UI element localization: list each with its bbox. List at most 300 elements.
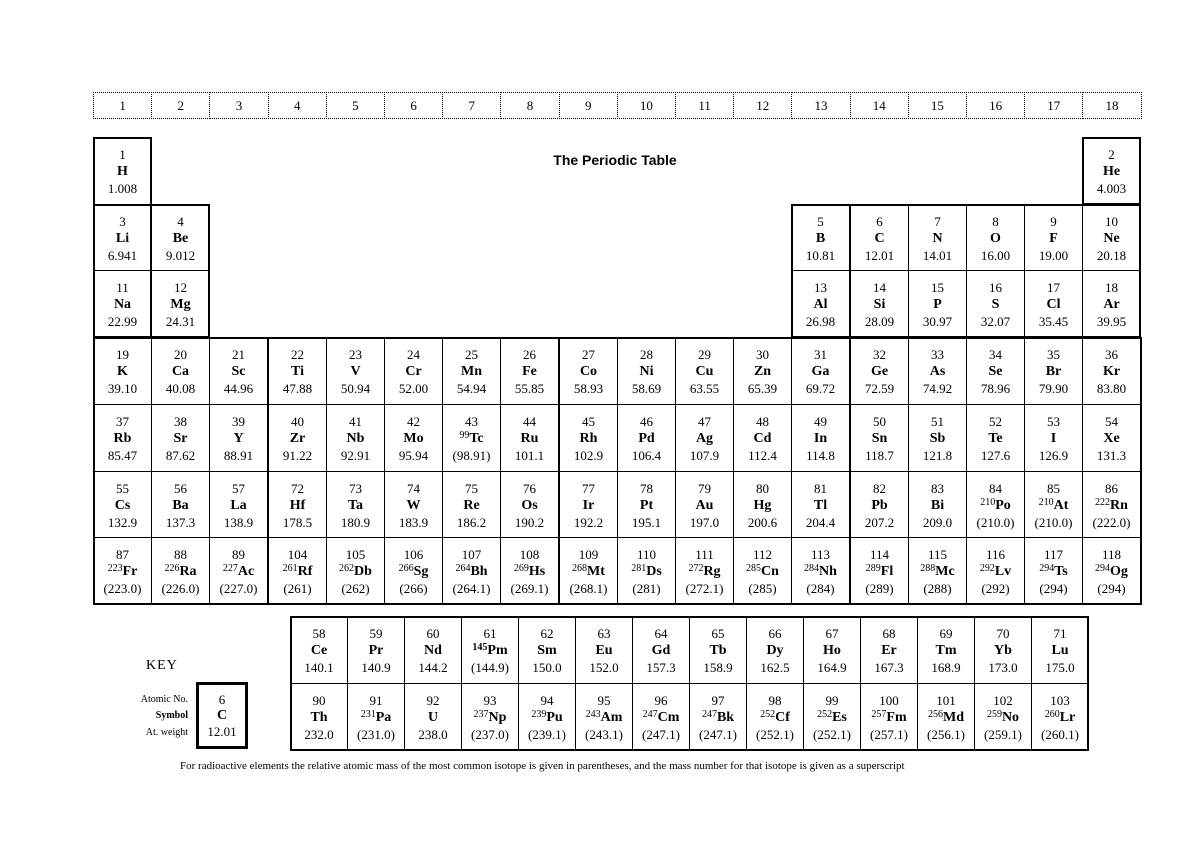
element-symbol: Zr [289,430,306,446]
atomic-weight: (285) [748,580,777,596]
isotope-mass-number: 259 [986,708,1002,720]
element-rf [268,537,327,605]
actinide-cm [632,683,690,751]
atomic-weight: 140.1 [304,659,334,675]
atomic-weight: 50.94 [340,380,371,396]
atomic-number: 55 [116,480,129,496]
atomic-number: 98 [768,692,782,708]
element-symbol: O [990,230,1001,246]
actinide-pu [518,683,576,751]
group-number: 6 [384,92,443,119]
key-weight-label: At. weight [145,727,188,738]
atomic-number: 59 [369,625,383,641]
atomic-weight: 26.98 [805,313,836,329]
footnote: For radioactive elements the relative atomic mass of the most common isotope is given in parentheses, and the mass number for that isotope is given as a superscript [180,760,905,772]
element-cs [93,471,152,539]
element-symbol: Lu [1051,642,1069,658]
element-symbol: $^{261}$Rf [282,562,313,579]
element-symbol: Br [1045,363,1062,379]
element-symbol: Pt [639,497,654,513]
atomic-number: 38 [174,413,187,429]
atomic-number: 39 [232,413,245,429]
element-xe [1082,404,1141,472]
element-symbol: Fe [522,363,537,379]
element-symbol: I [1050,430,1057,446]
atomic-number: 61 [483,625,497,641]
element-ts [1024,537,1083,605]
element-symbol: C [874,230,885,246]
lanthanide-eu [575,616,633,684]
atomic-number: 110 [636,546,657,562]
group-number: 2 [151,92,210,119]
atomic-weight: 40.08 [165,380,196,396]
isotope-mass-number: 243 [585,708,601,720]
element-symbol: B [815,230,826,246]
atomic-weight: 44.96 [223,380,254,396]
atomic-number: 22 [291,346,304,362]
element-symbol: $^{285}$Cn [746,562,779,579]
element-symbol: Cr [405,363,422,379]
atomic-number: 24 [407,346,420,362]
element-y [209,404,268,472]
element-he [1082,137,1141,205]
element-symbol: Bi [930,497,945,513]
atomic-number: 58 [312,625,326,641]
element-symbol: $^{269}$Hs [513,562,546,579]
lanthanide-nd [404,616,462,684]
element-symbol: Ba [172,497,189,513]
atomic-number: 56 [174,480,187,496]
element-at [1024,471,1083,539]
atomic-weight: (264.1) [452,580,491,596]
element-ds [617,537,676,605]
element-sg [384,537,443,605]
element-symbol: Eu [595,642,613,658]
element-c [850,204,909,272]
isotope-mass-number: 281 [631,562,647,574]
element-symbol: W [406,497,421,513]
element-symbol: Os [521,497,538,513]
isotope-mass-number: 210 [980,496,996,508]
atomic-weight: 158.9 [703,659,733,675]
atomic-number: 8 [992,213,999,229]
element-symbol: Ag [695,430,714,446]
element-symbol: Ta [347,497,364,513]
atomic-number: 83 [931,480,944,496]
isotope-mass-number: 284 [804,562,820,574]
atomic-weight: (257.1) [870,726,908,742]
atomic-number: 63 [597,625,611,641]
atomic-weight: 101.1 [514,447,545,463]
atomic-number: 21 [232,346,245,362]
element-symbol: Ru [520,430,539,446]
isotope-mass-number: 289 [865,562,881,574]
element-cr [384,337,443,405]
atomic-weight: 195.1 [631,514,662,530]
atomic-weight: 91.22 [282,447,313,463]
element-hg [733,471,792,539]
actinide-cf [746,683,804,751]
atomic-number: 103 [1050,692,1070,708]
atomic-number: 102 [993,692,1013,708]
actinide-lr [1031,683,1089,751]
element-os [500,471,559,539]
atomic-weight: 74.92 [922,380,953,396]
element-ir [559,471,618,539]
atomic-number: 107 [461,546,482,562]
element-nh [791,537,850,605]
element-be [151,204,210,272]
lanthanide-ce [290,616,348,684]
atomic-number: 14 [873,279,886,295]
element-symbol: Hg [753,497,772,513]
atomic-number: 54 [1105,413,1118,429]
isotope-mass-number: 223 [107,562,123,574]
atomic-number: 7 [934,213,941,229]
element-symbol: Er [881,642,897,658]
element-ni [617,337,676,405]
element-mc [908,537,967,605]
element-symbol: Xe [1103,430,1120,446]
group-number: 12 [733,92,792,119]
atomic-number: 44 [523,413,536,429]
atomic-number: 75 [465,480,478,496]
element-symbol: Tb [709,642,727,658]
atomic-weight: 92.91 [340,447,371,463]
group-number: 8 [500,92,559,119]
element-ca [151,337,210,405]
atomic-number: 84 [989,480,1002,496]
element-symbol: $^{292}$Lv [979,562,1012,579]
atomic-weight: 114.8 [806,447,835,463]
element-symbol: Au [695,497,714,513]
atomic-number: 67 [825,625,839,641]
atomic-weight: 24.31 [165,313,196,329]
actinide-es [803,683,861,751]
atomic-weight: 157.3 [646,659,676,675]
atomic-number: 1 [119,146,126,162]
atomic-number: 95 [597,692,611,708]
atomic-number: 99 [825,692,839,708]
atomic-number: 34 [989,346,1002,362]
actinide-pa [347,683,405,751]
lanthanide-gd [632,616,690,684]
isotope-mass-number: 247 [642,708,658,720]
atomic-weight: 204.4 [805,514,836,530]
atomic-weight: (294) [1039,580,1068,596]
element-cn [733,537,792,605]
element-cl [1024,270,1083,338]
element-re [442,471,501,539]
element-symbol: $^{288}$Mc [920,562,955,579]
isotope-mass-number: 292 [979,562,995,574]
element-symbol: $^{226}$Ra [164,562,197,579]
atomic-number: 92 [426,692,440,708]
atomic-number: 118 [1101,546,1122,562]
element-symbol: U [427,709,439,725]
atomic-number: 36 [1105,346,1118,362]
atomic-weight: 140.9 [361,659,391,675]
element-symbol: $^{281}$Ds [631,562,662,579]
element-pt [617,471,676,539]
atomic-weight: 9.012 [165,247,196,263]
element-symbol: Zn [753,363,772,379]
atomic-weight: 173.0 [988,659,1018,675]
atomic-weight: 47.88 [282,380,313,396]
element-symbol: Ti [291,363,304,379]
element-symbol: Yb [994,642,1012,658]
element-symbol: $^{145}$Pm [472,641,508,658]
atomic-weight: (223.0) [103,580,142,596]
atomic-weight: 162.5 [760,659,790,675]
group-number: 16 [966,92,1025,119]
atomic-number: 91 [369,692,383,708]
element-ge [850,337,909,405]
atomic-number: 26 [523,346,536,362]
atomic-number: 77 [582,480,595,496]
element-symbol: P [933,296,942,312]
atomic-weight: 232.0 [304,726,334,742]
atomic-weight: 131.3 [1096,447,1127,463]
atomic-weight: 54.94 [456,380,487,396]
element-symbol: Cu [695,363,714,379]
element-i [1024,404,1083,472]
group-number: 10 [617,92,676,119]
atomic-number: 29 [698,346,711,362]
element-symbol: Co [579,363,598,379]
element-symbol: $^{222}$Rn [1095,496,1128,513]
lanthanide-tm [917,616,975,684]
atomic-number: 17 [1047,279,1060,295]
element-bh [442,537,501,605]
atomic-weight: 209.0 [922,514,953,530]
element-symbol: Sm [537,642,557,658]
element-la [209,471,268,539]
atomic-weight: (261) [283,580,312,596]
element-symbol: As [929,363,946,379]
isotope-mass-number: 145 [472,641,488,653]
atomic-number: 33 [931,346,944,362]
isotope-mass-number: 256 [928,708,943,720]
atomic-number: 78 [640,480,653,496]
element-symbol: $^{256}$Md [928,708,964,725]
atomic-weight: 168.9 [931,659,961,675]
element-symbol: Rb [113,430,132,446]
atomic-weight: 127.6 [980,447,1011,463]
element-symbol: Hf [289,497,306,513]
atomic-number: 116 [985,546,1006,562]
element-rn [1082,471,1141,539]
element-symbol: Be [172,230,189,246]
atomic-weight: (292) [981,580,1010,596]
element-symbol: In [813,430,828,446]
element-symbol: $^{252}$Es [817,708,847,725]
lanthanide-lu [1031,616,1089,684]
element-s [966,270,1025,338]
element-ac [209,537,268,605]
atomic-weight: (227.0) [219,580,258,596]
atomic-number: 27 [582,346,595,362]
actinide-am [575,683,633,751]
atomic-number: 50 [873,413,886,429]
element-symbol: Mn [461,363,482,379]
lanthanide-er [860,616,918,684]
atomic-weight: 19.00 [1038,247,1069,263]
atomic-number: 88 [174,546,187,562]
element-zr [268,404,327,472]
atomic-weight: 112.4 [748,447,777,463]
atomic-weight: 10.81 [805,247,836,263]
atomic-weight: 178.5 [282,514,313,530]
atomic-number: 106 [403,546,424,562]
element-sr [151,404,210,472]
group-number: 13 [791,92,850,119]
atomic-number: 87 [116,546,129,562]
element-sb [908,404,967,472]
atomic-weight: (294) [1097,580,1126,596]
element-mt [559,537,618,605]
atomic-weight: 4.003 [1096,180,1127,196]
atomic-number: 43 [465,413,478,429]
atomic-number: 105 [345,546,366,562]
group-number: 7 [442,92,501,119]
atomic-weight: 118.7 [865,447,894,463]
element-li [93,204,152,272]
element-symbol: $^{247}$Cm [642,708,680,725]
element-symbol: Sr [173,430,188,446]
atomic-number: 51 [931,413,944,429]
atomic-number: 114 [869,546,890,562]
atomic-weight: 186.2 [456,514,487,530]
element-symbol: Si [873,296,886,312]
element-zn [733,337,792,405]
element-rb [93,404,152,472]
element-symbol: $^{239}$Pu [531,708,563,725]
atomic-number: 104 [287,546,308,562]
group-number: 17 [1024,92,1083,119]
element-te [966,404,1025,472]
element-co [559,337,618,405]
atomic-number: 37 [116,413,129,429]
atomic-number: 94 [540,692,554,708]
element-symbol: $^{272}$Rg [688,562,721,579]
element-symbol: $^{259}$No [986,708,1020,725]
element-au [675,471,734,539]
element-symbol: Al [813,296,828,312]
atomic-number: 3 [119,213,126,229]
atomic-number: 111 [695,546,714,562]
element-ne [1082,204,1141,272]
element-symbol: Cl [1046,296,1061,312]
isotope-mass-number: 239 [531,708,547,720]
element-symbol: Pb [871,497,888,513]
group-number: 4 [268,92,327,119]
element-tc [442,404,501,472]
element-mg [151,270,210,338]
atomic-weight: 107.9 [689,447,720,463]
atomic-weight: 180.9 [340,514,371,530]
atomic-number: 2 [1108,146,1115,162]
atomic-weight: 164.9 [817,659,847,675]
group-number: 1 [93,92,152,119]
group-number: 15 [908,92,967,119]
atomic-weight: (262) [341,580,370,596]
atomic-weight: (144.9) [471,659,509,675]
element-symbol: Ar [1103,296,1120,312]
atomic-number: 20 [174,346,187,362]
atomic-weight: 28.09 [864,313,895,329]
atomic-number: 45 [582,413,595,429]
atomic-number: 79 [698,480,711,496]
isotope-mass-number: 247 [701,708,717,720]
isotope-mass-number: 99 [459,429,470,441]
group-number: 18 [1082,92,1141,119]
element-fl [850,537,909,605]
element-symbol: Pr [368,642,384,658]
element-br [1024,337,1083,405]
element-ga [791,337,850,405]
atomic-number: 25 [465,346,478,362]
atomic-number: 108 [519,546,540,562]
atomic-number: 73 [349,480,362,496]
atomic-number: 11 [116,279,129,295]
atomic-weight: 16.00 [980,247,1011,263]
element-k [93,337,152,405]
atomic-number: 16 [989,279,1002,295]
atomic-weight: 132.9 [107,514,138,530]
element-symbol: $^{237}$Np [473,708,507,725]
atomic-weight: 200.6 [747,514,778,530]
key-symbol-label: Symbol [155,710,188,721]
atomic-number: 109 [578,546,599,562]
element-symbol: Ni [639,363,654,379]
atomic-weight: 121.8 [922,447,953,463]
atomic-weight: 58.93 [573,380,604,396]
atomic-weight: 1.008 [107,180,138,196]
element-fe [500,337,559,405]
atomic-number: 28 [640,346,653,362]
atomic-weight: 150.0 [532,659,562,675]
element-f [1024,204,1083,272]
element-symbol: Mg [170,296,191,312]
key-atomic-no-label: Atomic No. [140,694,188,705]
atomic-weight: (272.1) [685,580,724,596]
element-symbol: Rh [579,430,598,446]
atomic-weight: 55.85 [514,380,545,396]
atomic-number: 76 [523,480,536,496]
element-ru [500,404,559,472]
atomic-number: 86 [1105,480,1118,496]
element-symbol: Kr [1102,363,1121,379]
element-ra [151,537,210,605]
element-symbol: Mo [403,430,424,446]
atomic-weight: 69.72 [805,380,836,396]
atomic-number: 101 [936,692,956,708]
element-rg [675,537,734,605]
atomic-weight: (237.0) [471,726,509,742]
isotope-mass-number: 252 [817,708,833,720]
atomic-weight: 192.2 [573,514,604,530]
isotope-mass-number: 269 [513,562,529,574]
element-symbol: S [991,296,1000,312]
isotope-mass-number: 272 [688,562,704,574]
element-symbol: Ho [823,642,841,658]
element-n [908,204,967,272]
atomic-weight: 39.10 [107,380,138,396]
element-symbol: Gd [651,642,671,658]
atomic-weight: 238.0 [418,726,448,742]
atomic-number: 48 [756,413,769,429]
